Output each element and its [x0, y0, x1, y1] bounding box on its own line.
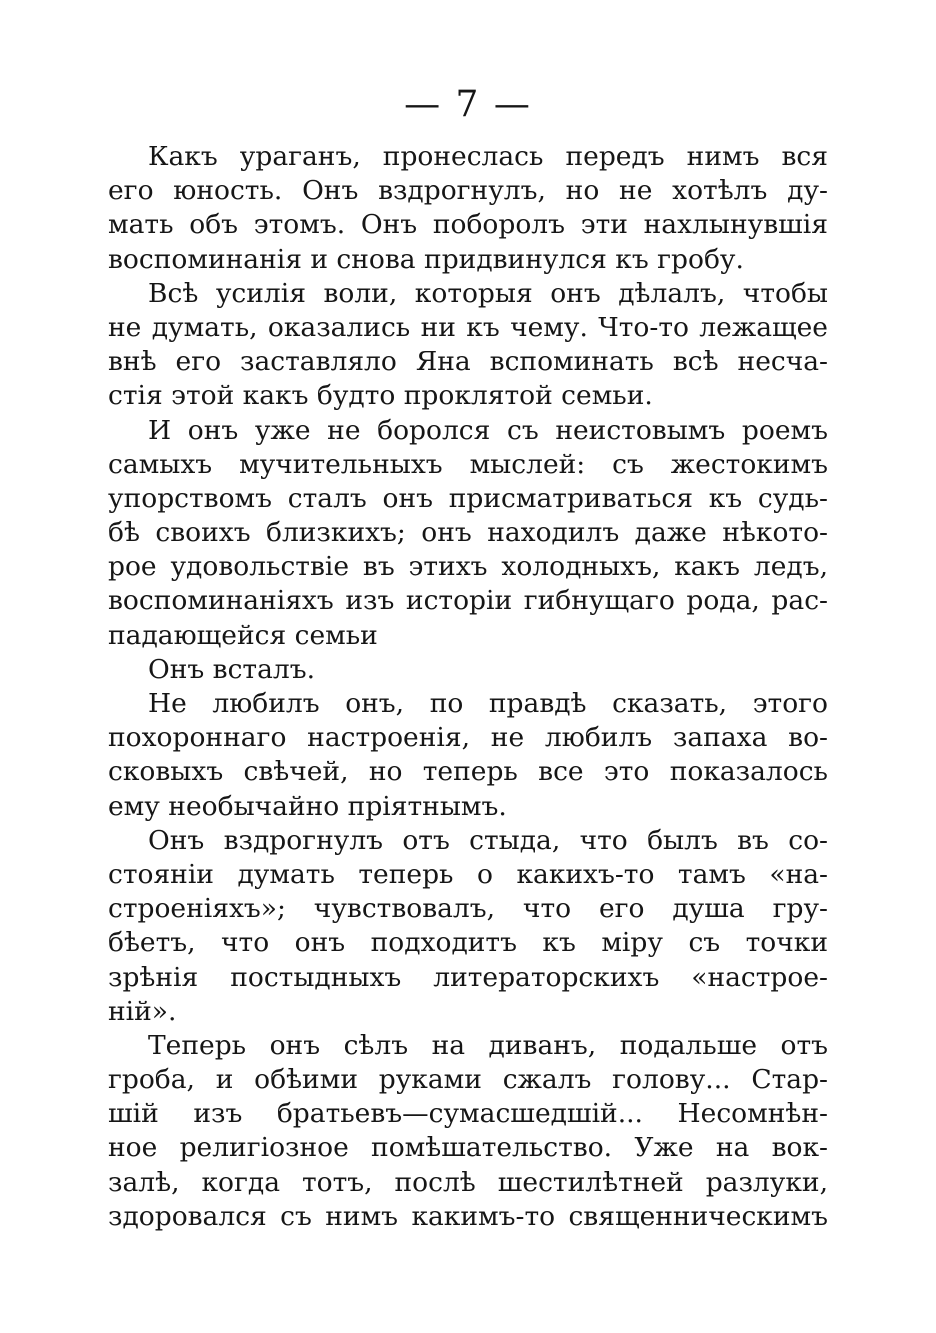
text-line: здоровался съ нимъ какимъ-то священническимъ: [108, 1200, 828, 1232]
text-line: ему необычайно пріятнымъ.: [108, 790, 507, 822]
text-line: внѣ его заставляло Яна вспоминать всѣ несча-: [108, 346, 828, 378]
text-line: не думать, оказались ни къ чему. Что-то лежащее: [108, 311, 828, 343]
text-line: воспоминаніяхъ изъ исторіи гибнущаго рода, рас-: [108, 585, 828, 617]
body-text: [108, 140, 828, 1234]
text-line: Теперь онъ сѣлъ на диванъ, подальше отъ: [148, 1029, 828, 1061]
text-line: его юность. Онъ вздрогнулъ, но не хотѣлъ ду-: [108, 175, 828, 207]
text-line: Какъ ураганъ, пронеслась передъ нимъ вся: [148, 141, 828, 172]
text-line: Онъ вздрогнулъ отъ стыда, что былъ въ со-: [148, 824, 828, 856]
text-line: стояніи думать теперь о какихъ-то тамъ «на-: [108, 858, 828, 890]
text-line: бѣ своихъ близкихъ; онъ находилъ даже нѣкото-: [108, 517, 828, 549]
text-line: строеніяхъ»; чувствовалъ, что его душа гру-: [108, 893, 828, 925]
text-line: мать объ этомъ. Онъ поборолъ эти нахлынувшія: [108, 209, 828, 241]
text-line: Всѣ усилія воли, которыя онъ дѣлалъ, чтобы: [148, 277, 828, 309]
page-number: — 7 —: [404, 84, 532, 125]
text-line: воспоминанія и снова придвинулся къ гробу.: [108, 243, 744, 275]
text-line: залѣ, когда тотъ, послѣ шестилѣтней разлуки,: [108, 1166, 828, 1198]
text-line: Онъ всталъ.: [148, 653, 316, 685]
text-line: упорствомъ сталъ онъ присматриваться къ судь-: [108, 482, 828, 514]
text-line: стія этой какъ будто проклятой семьи.: [108, 380, 653, 412]
text-line: зрѣнія постыдныхъ литераторскихъ «настрое-: [108, 961, 828, 993]
text-line: И онъ уже не боролся съ неистовымъ роемъ: [148, 414, 828, 446]
text-line: бѣетъ, что онъ подходитъ къ міру съ точки: [108, 927, 828, 959]
text-line: Не любилъ онъ, по правдѣ сказать, этого: [148, 688, 828, 719]
text-line: самыхъ мучительныхъ мыслей: съ жестокимъ: [108, 448, 828, 480]
text-line: гроба, и обѣими руками сжалъ голову... Стар-: [108, 1064, 828, 1096]
text-line: падающейся семьи: [108, 619, 378, 651]
text-line: ное религіозное помѣшательство. Уже на вок-: [108, 1132, 828, 1164]
text-line: похороннаго настроенія, не любилъ запаха во-: [108, 722, 828, 754]
text-line: рое удовольствіе въ этихъ холодныхъ, какъ ледъ,: [108, 551, 828, 583]
text-line: ній».: [108, 995, 177, 1027]
text-line: сковыхъ свѣчей, но теперь все это показалось: [108, 756, 828, 788]
text-line: шій изъ братьевъ—сумасшедшій... Несомнѣн-: [108, 1098, 828, 1130]
